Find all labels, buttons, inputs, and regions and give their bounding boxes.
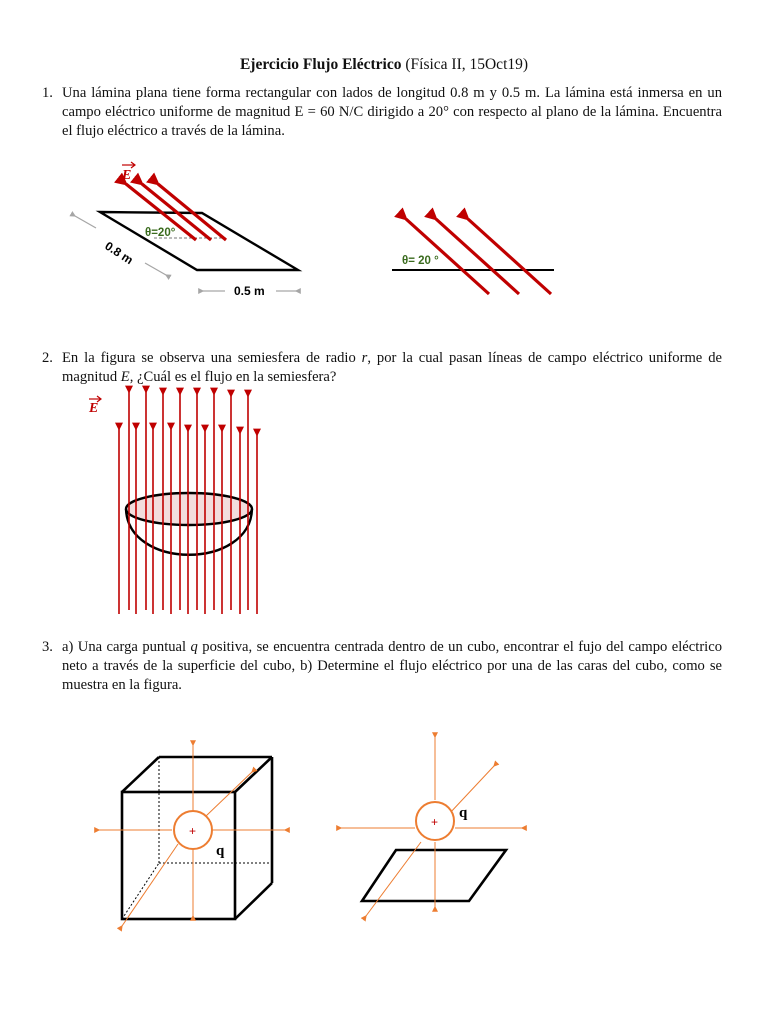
charge-label: q	[459, 805, 468, 821]
problem-text: En la figura se observa una semiesfera de radio r, por la cual pasan líneas de campo eléctrico uniforme de magnitud E, ¿Cuál es el flujo en la semiesfera?	[62, 350, 722, 385]
charge-label: q	[216, 843, 225, 859]
angle-label: θ=20°	[145, 227, 176, 239]
problem-3	[42, 638, 722, 695]
title-subtitle: (Física II, 15Oct19)	[401, 56, 529, 73]
dimension-label-05: 0.5 m	[234, 284, 265, 298]
problem-number: 2.	[42, 350, 53, 366]
dimension-label-08: 0.8 m	[102, 238, 136, 268]
problem-number: 1.	[42, 85, 53, 101]
field-label: E	[122, 168, 132, 183]
field-arrow	[468, 219, 551, 294]
cube-hidden-edge	[122, 863, 159, 919]
problem-text: Una lámina plana tiene forma rectangular con lados de longitud 0.8 m y 0.5 m. La lámina está inmersa en un campo eléctrico uniforme de magnitud E = 60 N/C dirigido a 20° con respecto al plano de la lámina. Encuentra el flujo eléctrico a través de la lámina.	[62, 85, 722, 139]
field-line	[122, 844, 178, 926]
charge-sign: +	[431, 815, 439, 829]
figure-3-cube-charge	[0, 720, 768, 980]
figure-2-hemisphere	[0, 380, 768, 640]
field-line	[449, 766, 494, 814]
field-lines-front	[119, 429, 257, 614]
dimension-arrow-08-upper	[75, 216, 96, 228]
angle-label-side: θ= 20 °	[402, 255, 439, 267]
cube-edge	[235, 883, 272, 919]
cube-edge	[122, 757, 159, 792]
cube-edge	[235, 757, 272, 792]
field-label: E	[89, 401, 99, 416]
figure-1-tilted-sheet	[0, 0, 768, 320]
problem-number: 3.	[42, 639, 53, 655]
dimension-arrow-08-lower	[145, 263, 166, 275]
title-main: Ejercicio Flujo Eléctrico	[239, 56, 402, 73]
field-line	[206, 772, 252, 816]
problem-text: a) Una carga puntual q positiva, se encuentra centrada dentro de un cubo, encontrar el fujo del campo eléctrico neto a través de la superficie del cubo, b) Determine el flujo eléctrico por una de las caras del cubo, como se muestra en la figura.	[62, 639, 723, 693]
cube-face	[362, 850, 506, 901]
charge-sign: +	[189, 824, 197, 838]
